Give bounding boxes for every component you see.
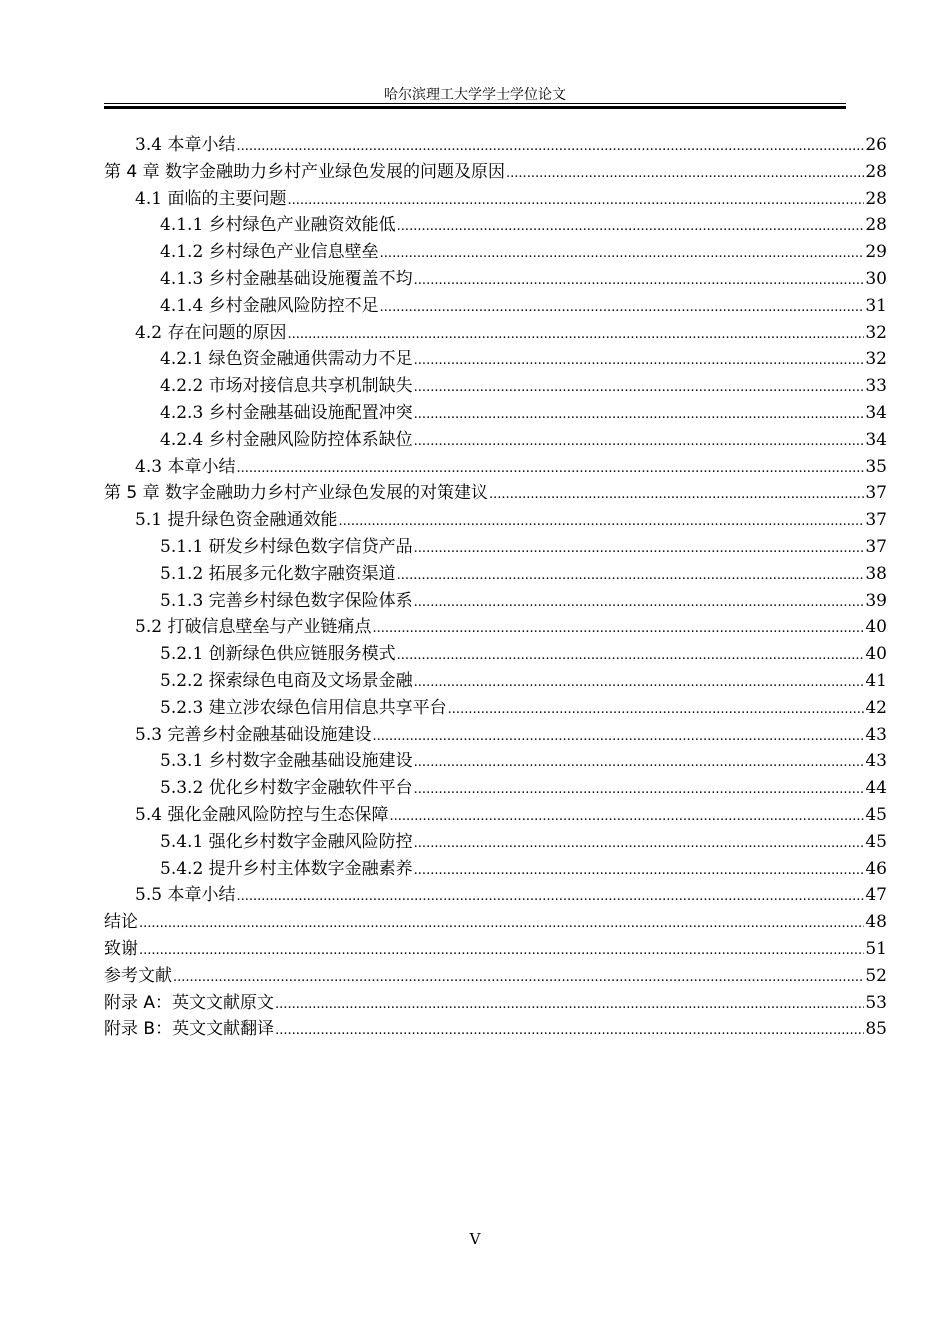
toc-dot-leader [414, 375, 865, 402]
toc-dot-leader [236, 456, 864, 483]
toc-dot-leader [489, 482, 864, 509]
toc-entry[interactable] [104, 480, 887, 507]
toc-entry-title: 4.2.3 乡村金融基础设施配置冲突 [160, 402, 413, 423]
toc-dot-leader [173, 965, 864, 992]
toc-entry[interactable] [104, 882, 887, 909]
toc-entry-page: 42 [865, 697, 887, 718]
header-rule-thin [104, 103, 846, 104]
toc-entry-title: 致谢 [104, 938, 138, 959]
toc-entry-page: 26 [865, 135, 887, 155]
toc-dot-leader [287, 188, 864, 215]
toc-entry-title: 4.3 本章小结 [135, 456, 236, 477]
toc-dot-leader [414, 858, 865, 885]
toc-entry[interactable] [104, 829, 887, 856]
toc-dot-leader [414, 831, 865, 858]
toc-entry-title: 4.2.1 绿色资金融通供需动力不足 [160, 349, 413, 370]
toc-entry[interactable] [104, 320, 887, 347]
toc-entry-title: 5.2 打破信息壁垒与产业链痛点 [135, 617, 372, 638]
toc-entry-page: 32 [865, 349, 887, 370]
toc-dot-leader [236, 884, 864, 911]
toc-entry-title: 5.2.1 创新绿色供应链服务模式 [160, 644, 396, 665]
toc-entry[interactable] [104, 561, 887, 588]
toc-dot-leader [397, 643, 865, 670]
page-number: V [469, 1230, 481, 1248]
toc-entry-page: 35 [865, 456, 887, 477]
toc-entry-title: 5.2.2 探索绿色电商及文场景金融 [160, 670, 413, 691]
toc-entry-page: 51 [865, 938, 887, 959]
header-rule-thick [104, 106, 846, 109]
toc-entry[interactable] [104, 614, 887, 641]
toc-entry-page: 34 [865, 429, 887, 450]
toc-entry-title: 5.4.1 强化乡村数字金融风险防控 [160, 831, 413, 852]
toc-entry-title: 5.3 完善乡村金融基础设施建设 [135, 724, 372, 745]
toc-dot-leader [372, 724, 864, 751]
toc-entry-title: 3.4 本章小结 [135, 135, 236, 155]
toc-dot-leader [506, 161, 864, 188]
toc-entry-title: 附录 A：英文文献原文 [104, 992, 275, 1013]
toc-dot-leader [275, 1018, 864, 1045]
toc-dot-leader [338, 509, 864, 536]
toc-entry-page: 41 [865, 670, 887, 691]
toc-entry[interactable] [104, 722, 887, 749]
toc-entry[interactable] [104, 507, 887, 534]
toc-dot-leader [372, 616, 864, 643]
toc-entry-page: 53 [865, 992, 887, 1013]
toc-dot-leader [414, 536, 865, 563]
toc-entry-title: 4.1.2 乡村绿色产业信息壁垒 [160, 242, 379, 263]
toc-entry[interactable] [104, 802, 887, 829]
toc-dot-leader [414, 429, 865, 456]
toc-dot-leader [414, 348, 865, 375]
toc-entry[interactable] [104, 963, 887, 990]
toc-entry-title: 4.1.4 乡村金融风险防控不足 [160, 295, 379, 316]
toc-entry-title: 5.2.3 建立涉农绿色信用信息共享平台 [160, 697, 447, 718]
toc-entry-page: 31 [865, 295, 887, 316]
toc-dot-leader [414, 590, 865, 617]
toc-dot-leader [397, 214, 865, 241]
toc-entry-title: 第 5 章 数字金融助力乡村产业绿色发展的对策建议 [104, 483, 489, 504]
toc-entry-title: 5.5 本章小结 [135, 885, 236, 906]
toc-entry-page: 43 [865, 724, 887, 745]
toc-dot-leader [389, 804, 864, 831]
toc-entry-page: 28 [865, 188, 887, 209]
toc-entry-page: 48 [865, 912, 887, 933]
toc-entry[interactable] [104, 239, 887, 266]
toc-dot-leader [414, 402, 865, 429]
toc-entry[interactable] [104, 1016, 887, 1043]
toc-entry[interactable] [104, 990, 887, 1017]
toc-dot-leader [414, 777, 865, 804]
toc-entry-page: 52 [865, 965, 887, 986]
toc-entry-page: 37 [865, 536, 887, 557]
table-of-contents [104, 132, 887, 1043]
toc-entry[interactable] [104, 588, 887, 615]
toc-entry-title: 4.1.3 乡村金融基础设施覆盖不均 [160, 268, 413, 289]
toc-dot-leader [448, 697, 865, 724]
toc-entry-page: 85 [865, 1019, 887, 1040]
toc-entry-title: 5.4 强化金融风险防控与生态保障 [135, 804, 389, 825]
toc-entry-title: 5.4.2 提升乡村主体数字金融素养 [160, 858, 413, 879]
toc-entry-page: 32 [865, 322, 887, 343]
toc-entry-page: 33 [865, 376, 887, 397]
toc-entry-page: 46 [865, 858, 887, 879]
toc-entry[interactable] [104, 400, 887, 427]
toc-entry[interactable] [104, 534, 887, 561]
toc-entry-page: 30 [865, 268, 887, 289]
toc-entry-title: 第 4 章 数字金融助力乡村产业绿色发展的问题及原因 [104, 161, 506, 182]
toc-entry[interactable] [104, 909, 887, 936]
toc-entry-page: 44 [865, 778, 887, 799]
running-header: 哈尔滨理工大学学士学位论文 [384, 87, 566, 103]
toc-entry-title: 5.1.1 研发乡村绿色数字信贷产品 [160, 536, 413, 557]
toc-entry-page: 40 [865, 617, 887, 638]
toc-dot-leader [139, 938, 864, 965]
toc-entry-title: 4.1.1 乡村绿色产业融资效能低 [160, 215, 396, 236]
toc-entry[interactable] [104, 293, 887, 320]
toc-entry[interactable] [104, 132, 887, 159]
toc-entry-title: 4.1 面临的主要问题 [135, 188, 287, 209]
toc-entry[interactable] [104, 427, 887, 454]
toc-entry-title: 5.1.3 完善乡村绿色数字保险体系 [160, 590, 413, 611]
toc-entry[interactable] [104, 266, 887, 293]
toc-entry-page: 37 [865, 510, 887, 531]
toc-entry-page: 39 [865, 590, 887, 611]
toc-entry[interactable] [104, 668, 887, 695]
toc-entry-page: 47 [865, 885, 887, 906]
toc-dot-leader [287, 322, 864, 349]
toc-entry-title: 4.2.4 乡村金融风险防控体系缺位 [160, 429, 413, 450]
toc-dot-leader [397, 563, 865, 590]
toc-entry-title: 4.2.2 市场对接信息共享机制缺失 [160, 376, 413, 397]
toc-dot-leader [380, 295, 865, 322]
toc-dot-leader [414, 670, 865, 697]
toc-entry[interactable] [104, 641, 887, 668]
toc-entry-title: 结论 [104, 912, 138, 933]
toc-entry-title: 5.3.2 优化乡村数字金融软件平台 [160, 778, 413, 799]
toc-entry-title: 附录 B：英文文献翻译 [104, 1019, 275, 1040]
toc-entry-title: 5.1 提升绿色资金融通效能 [135, 510, 338, 531]
toc-entry-title: 5.1.2 拓展多元化数字融资渠道 [160, 563, 396, 584]
toc-entry-page: 28 [865, 161, 887, 182]
toc-entry-page: 34 [865, 402, 887, 423]
toc-entry[interactable] [104, 346, 887, 373]
toc-entry[interactable] [104, 454, 887, 481]
toc-dot-leader [236, 134, 864, 161]
toc-dot-leader [380, 241, 865, 268]
toc-dot-leader [275, 992, 864, 1019]
toc-entry[interactable] [104, 748, 887, 775]
toc-entry-page: 40 [865, 644, 887, 665]
toc-entry-page: 28 [865, 215, 887, 236]
toc-entry[interactable] [104, 186, 887, 213]
toc-entry[interactable] [104, 212, 887, 239]
toc-entry-title: 5.3.1 乡村数字金融基础设施建设 [160, 751, 413, 772]
toc-entry-title: 参考文献 [104, 965, 172, 986]
toc-entry[interactable] [104, 373, 887, 400]
toc-dot-leader [414, 750, 865, 777]
toc-entry-page: 45 [865, 831, 887, 852]
toc-entry-page: 43 [865, 751, 887, 772]
toc-entry[interactable] [104, 775, 887, 802]
toc-entry-page: 45 [865, 804, 887, 825]
toc-dot-leader [414, 268, 865, 295]
toc-dot-leader [139, 911, 864, 938]
toc-entry-page: 29 [865, 242, 887, 263]
toc-entry-title: 4.2 存在问题的原因 [135, 322, 287, 343]
toc-entry-page: 37 [865, 483, 887, 504]
toc-entry[interactable] [104, 159, 887, 186]
toc-entry-page: 38 [865, 563, 887, 584]
toc-entry[interactable] [104, 695, 887, 722]
toc-entry[interactable] [104, 856, 887, 883]
toc-entry[interactable] [104, 936, 887, 963]
